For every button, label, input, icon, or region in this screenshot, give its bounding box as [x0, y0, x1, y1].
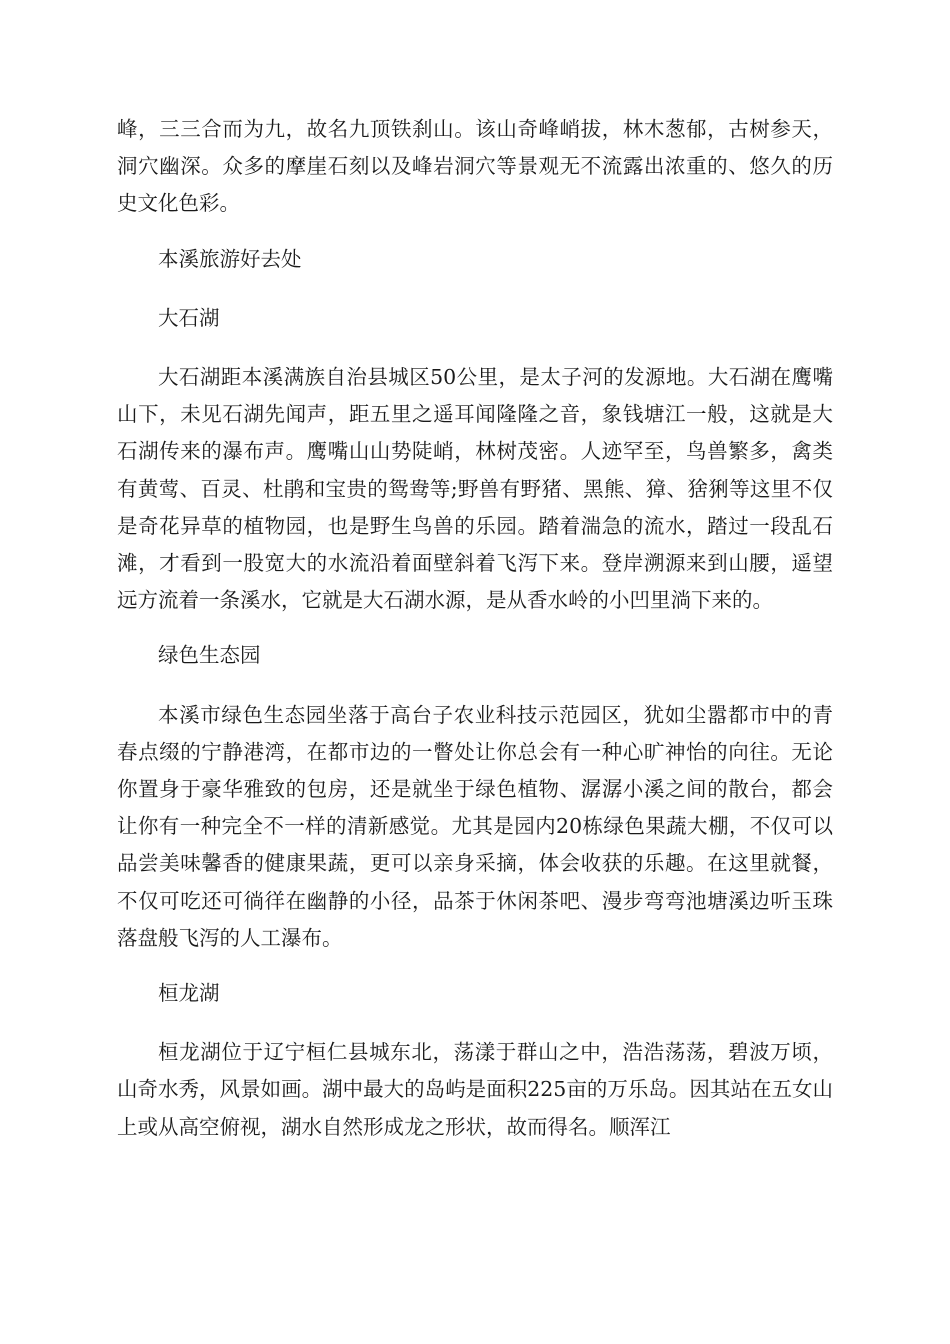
section-heading-huanlonghu: 桓龙湖 — [158, 981, 220, 1006]
paragraph-intro: 峰，三三合而为九，故名九顶铁刹山。该山奇峰峭拔，林木葱郁，古树参天，洞穴幽深。众多的摩崖石刻以及峰岩洞穴等景观无不流露出浓重的、悠久的历史文化色彩。 — [117, 117, 833, 216]
paragraph-eco-park: 本溪市绿色生态园坐落于高台子农业科技示范园区，犹如尘嚣都市中的青春点缀的宁静港湾，在都市边的一瞥处让你总会有一种心旷神怡的向往。无论你置身于豪华雅致的包房，还是就坐于绿色植物、潺潺小溪之间的散台，都会让你有一种完全不一样的清新感觉。尤其是园内20栋绿色果蔬大棚，不仅可以品尝美味馨香的健康果蔬，更可以亲身采摘，体会收获的乐趣。在这里就餐，不仅可吃还可徜徉在幽静的小径，品茶于休闲茶吧、漫步弯弯池塘溪边听玉珠落盘般飞泻的人工瀑布。 — [117, 702, 833, 950]
paragraph-huanlonghu: 桓龙湖位于辽宁桓仁县城东北，荡漾于群山之中，浩浩荡荡，碧波万顷，山奇水秀，风景如画。湖中最大的岛屿是面积225亩的万乐岛。因其站在五女山上或从高空俯视，湖水自然形成龙之形状，故而得名。顺浑江 — [117, 1040, 833, 1139]
document-page — [117, 111, 833, 1164]
section-heading-travel: 本溪旅游好去处 — [158, 246, 302, 271]
section-heading-dashihu: 大石湖 — [158, 305, 220, 330]
paragraph-dashihu: 大石湖距本溪满族自治县城区50公里，是太子河的发源地。大石湖在鹰嘴山下，未见石湖先闻声，距五里之遥耳闻隆隆之音，象钱塘江一般，这就是大石湖传来的瀑布声。鹰嘴山山势陡峭，林树茂密。人迹罕至，鸟兽繁多，禽类有黄莺、百灵、杜鹃和宝贵的鸳鸯等;野兽有野猪、黑熊、獐、猞猁等这里不仅是奇花异草的植物园，也是野生鸟兽的乐园。踏着湍急的流水，踏过一段乱石滩，才看到一股宽大的水流沿着面壁斜着飞泻下来。登岸溯源来到山腰，遥望远方流着一条溪水，它就是大石湖水源，是从香水岭的小凹里淌下来的。 — [117, 365, 833, 613]
section-heading-eco-park: 绿色生态园 — [158, 643, 261, 668]
